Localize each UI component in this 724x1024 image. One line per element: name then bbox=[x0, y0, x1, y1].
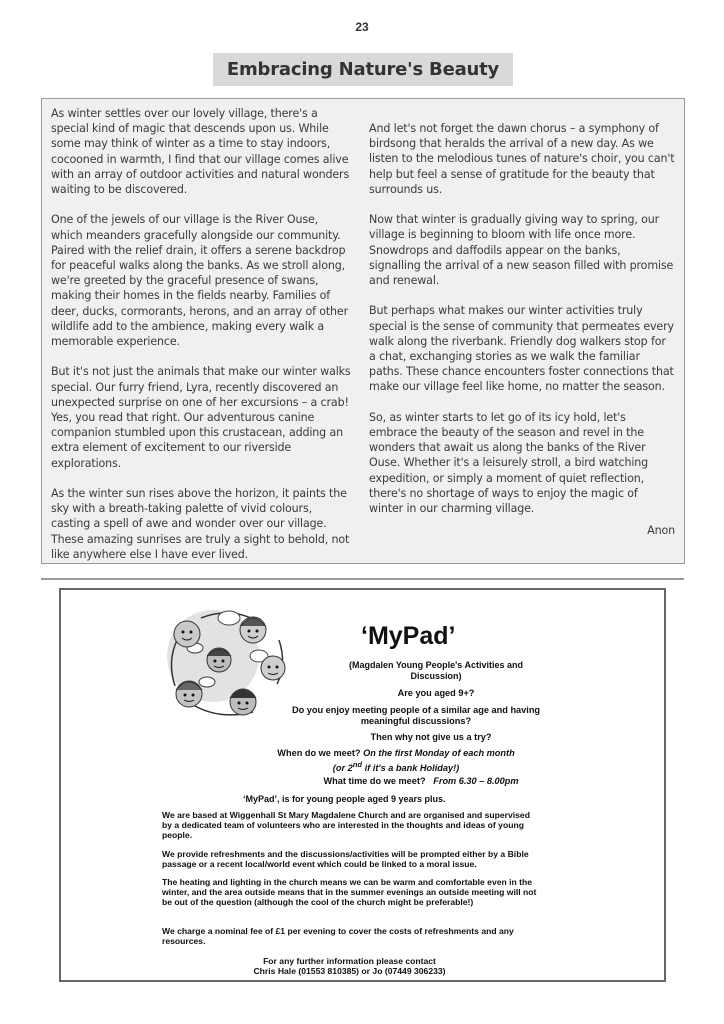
question-enjoy: Do you enjoy meeting people of a similar age and having meaningful discussions? bbox=[291, 705, 541, 726]
article-left-column bbox=[51, 106, 351, 563]
when-label: When do we meet? bbox=[277, 748, 361, 758]
flyer-body-paragraph: The heating and lighting in the church means we can be warm and comfortable even in the winter, and the area outside means that in the summer evenings an outside meeting will not be out of the question (although the cool of the church might be preferable!) bbox=[162, 877, 537, 907]
flyer-contact bbox=[162, 956, 537, 976]
article-title: Embracing Nature's Beauty bbox=[226, 59, 500, 80]
when-value: On the first Monday of each month bbox=[363, 748, 515, 758]
flyer-subtitle: (Magdalen Young People's Activities and Discussion) bbox=[348, 660, 523, 681]
article-paragraph: But perhaps what makes our winter activities truly special is the sense of community that permeates every walk along the riverbank. Friendly dog walkers stop for a chat, exchanging stories as we walk the familiar paths. These chance encounters foster connections that make our village feel like home, no matter the season. bbox=[369, 304, 674, 394]
article-title-bar bbox=[213, 53, 513, 86]
contact-line: Chris Hale (01553 810385) or Jo (07449 306233) bbox=[253, 966, 446, 976]
article-paragraph: So, as winter starts to let go of its icy hold, let's embrace the beauty of the season and revel in the wonders that await us along the banks of the River Ouse. Whether it's a leisurely stroll, a bird watching expedition, or simply a moment of quiet reflection, there's no shortage of ways to enjoy the magic of winter in our charming village. bbox=[369, 410, 649, 516]
question-try: Then why not give us a try? bbox=[370, 732, 492, 742]
question-time bbox=[301, 776, 541, 787]
article-paragraph: As winter settles over our lovely village, there's a special kind of magic that descends upon us. While some may think of winter as a time to stay indoors, cocooned in warmth, I find that our village comes alive with an array of outdoor activities and natural wonders waiting to be discovered. bbox=[51, 107, 350, 197]
article-paragraph: And let's not forget the dawn chorus – a symphony of birdsong that heralds the arrival of a new day. As we listen to the melodious tunes of nature's choir, you can't help but feel a sense of gratitude for the beauty that surrounds us. bbox=[369, 122, 675, 196]
page-number: 23 bbox=[355, 20, 369, 34]
question-when bbox=[251, 748, 541, 774]
article-paragraph: But it's not just the animals that make our winter walks special. Our furry friend, Lyra, recently discovered an unexpected surprise on one of her excursions – a crab! Yes, you read that right. Our adventurous canine companion stumbled upon this crustacean, adding an extra element of excitement to our riverside explorations. bbox=[51, 365, 351, 470]
article-right-column bbox=[369, 106, 675, 563]
time-value: From 6.30 – 8.00pm bbox=[433, 776, 519, 786]
time-label: What time do we meet? bbox=[323, 776, 426, 786]
mypad-flyer bbox=[59, 588, 666, 982]
flyer-body-paragraph: We provide refreshments and the discussions/activities will be prompted either by a Bible passage or a recent local/world event which could be linked to a moral issue. bbox=[162, 849, 529, 869]
flyer-body-paragraph: We charge a nominal fee of £1 per evening to cover the costs of refreshments and any resources. bbox=[162, 926, 514, 946]
when-note: (or 2nd if it's a bank Holiday!) bbox=[332, 760, 460, 774]
article-paragraph: One of the jewels of our village is the River Ouse, which meanders gracefully alongside our community. Paired with the relief drain, it offers a serene backdrop for peaceful walks along the banks. As we stroll along, we're greeted by the graceful presence of swans, making their homes in the fields nearby. Families of deer, ducks, cormorants, herons, and an array of other wildlife add to the ambience, making every walk a memorable experience. bbox=[51, 213, 349, 349]
article-paragraph: Now that winter is gradually giving way to spring, our village is beginning to bloom with life once more. Snowdrops and daffodils appear on the banks, signalling the arrival of a new season filled with promise and renewal. bbox=[369, 213, 674, 288]
question-age: Are you aged 9+? bbox=[397, 688, 475, 698]
article-box bbox=[41, 98, 685, 564]
article-paragraph: As the winter sun rises above the horizon, it paints the sky with a breath-taking palette of vivid colours, casting a spell of awe and wonder over our village. These amazing sunrises are truly a sight to behold, not like anywhere else I have ever lived. bbox=[51, 487, 350, 561]
flyer-intro bbox=[243, 794, 446, 804]
section-divider bbox=[41, 578, 684, 580]
flyer-title: ‘MyPad’ bbox=[361, 622, 456, 650]
intro-rest: , is for young people aged 9 years plus. bbox=[277, 794, 446, 804]
intro-name: ‘MyPad’ bbox=[243, 794, 278, 804]
article-signature: Anon bbox=[647, 524, 675, 538]
contact-line: For any further information please contact bbox=[263, 956, 436, 966]
children-cartoon-illustration bbox=[161, 604, 301, 722]
flyer-body-paragraph: We are based at Wiggenhall St Mary Magdalene Church and are organised and supervised by a dedicated team of volunteers who are interested in the thoughts and ideas of young people. bbox=[162, 810, 530, 840]
